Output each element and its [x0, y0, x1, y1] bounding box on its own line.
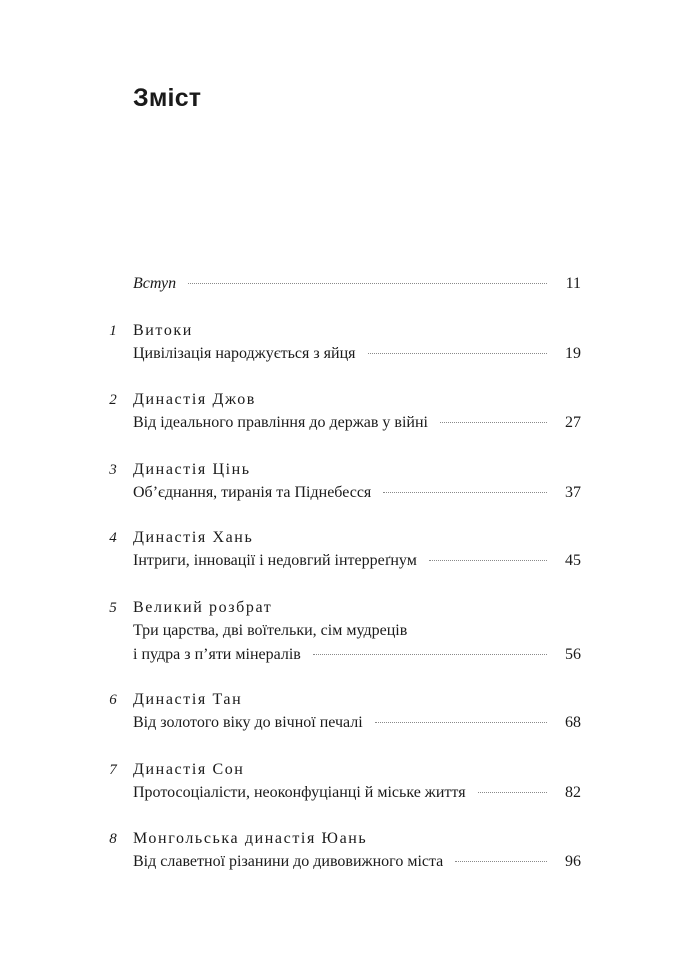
chapter-subtitle: Цивілізація народжується з яйця [133, 345, 356, 362]
toc-entry-chapter-2[interactable] [133, 412, 581, 434]
chapter-title[interactable]: Династія Сон [133, 761, 245, 778]
toc-entry-chapter-5[interactable] [133, 644, 581, 666]
intro-label: Вступ [133, 275, 177, 292]
chapter-number: 3 [109, 462, 117, 478]
dot-leader [455, 860, 547, 862]
page-number: 68 [565, 714, 581, 731]
page-number: 45 [565, 552, 581, 569]
chapter-subtitle: Від золотого віку до вічної печалі [133, 714, 363, 731]
toc-entry-chapter-4[interactable] [133, 550, 581, 572]
page-number: 96 [565, 853, 581, 870]
chapter-title[interactable]: Династія Тан [133, 691, 243, 708]
chapter-number: 8 [109, 831, 117, 847]
chapter-subtitle-line: Три царства, дві воїтельки, сім мудреців [133, 622, 408, 639]
page-number: 27 [565, 414, 581, 431]
page-number: 11 [565, 275, 581, 292]
toc-entry-chapter-8[interactable] [133, 851, 581, 873]
chapter-title[interactable]: Монгольська династія Юань [133, 830, 368, 847]
chapter-subtitle: і пудра з п’яти мінералів [133, 646, 301, 663]
chapter-number: 4 [109, 530, 117, 546]
dot-leader [383, 491, 547, 493]
chapter-subtitle: Протосоціалісти, неоконфуціанці й міське життя [133, 784, 466, 801]
page-number: 19 [565, 345, 581, 362]
dot-leader [188, 282, 547, 284]
chapter-subtitle: Від ідеального правління до держав у війні [133, 414, 428, 431]
chapter-number: 6 [109, 692, 117, 708]
toc-entry-chapter-7[interactable] [133, 782, 581, 804]
chapter-title[interactable]: Династія Цінь [133, 461, 251, 478]
dot-leader [478, 791, 547, 793]
chapter-number: 1 [109, 323, 117, 339]
page-number: 37 [565, 484, 581, 501]
chapter-title[interactable]: Династія Джов [133, 391, 256, 408]
chapter-number: 2 [109, 392, 117, 408]
page-number: 82 [565, 784, 581, 801]
chapter-subtitle: Об’єднання, тиранія та Піднебесся [133, 484, 372, 501]
dot-leader [375, 721, 547, 723]
toc-entry-chapter-3[interactable] [133, 482, 581, 504]
toc-entry-chapter-6[interactable] [133, 712, 581, 734]
chapter-number: 7 [109, 762, 117, 778]
dot-leader [313, 653, 547, 655]
chapter-title[interactable]: Династія Хань [133, 529, 254, 546]
chapter-subtitle: Від славетної різанини до дивовижного міста [133, 853, 444, 870]
page-number: 56 [565, 646, 581, 663]
page-title: Зміст [133, 84, 202, 112]
dot-leader [429, 559, 547, 561]
toc-entry-intro[interactable] [133, 273, 581, 295]
dot-leader [440, 421, 547, 423]
chapter-title[interactable]: Витоки [133, 322, 193, 339]
dot-leader [368, 352, 547, 354]
chapter-subtitle: Інтриги, інновації і недовгий інтерреґнум [133, 552, 417, 569]
toc-entry-chapter-1[interactable] [133, 343, 581, 365]
chapter-number: 5 [109, 600, 117, 616]
chapter-title[interactable]: Великий розбрат [133, 599, 273, 616]
